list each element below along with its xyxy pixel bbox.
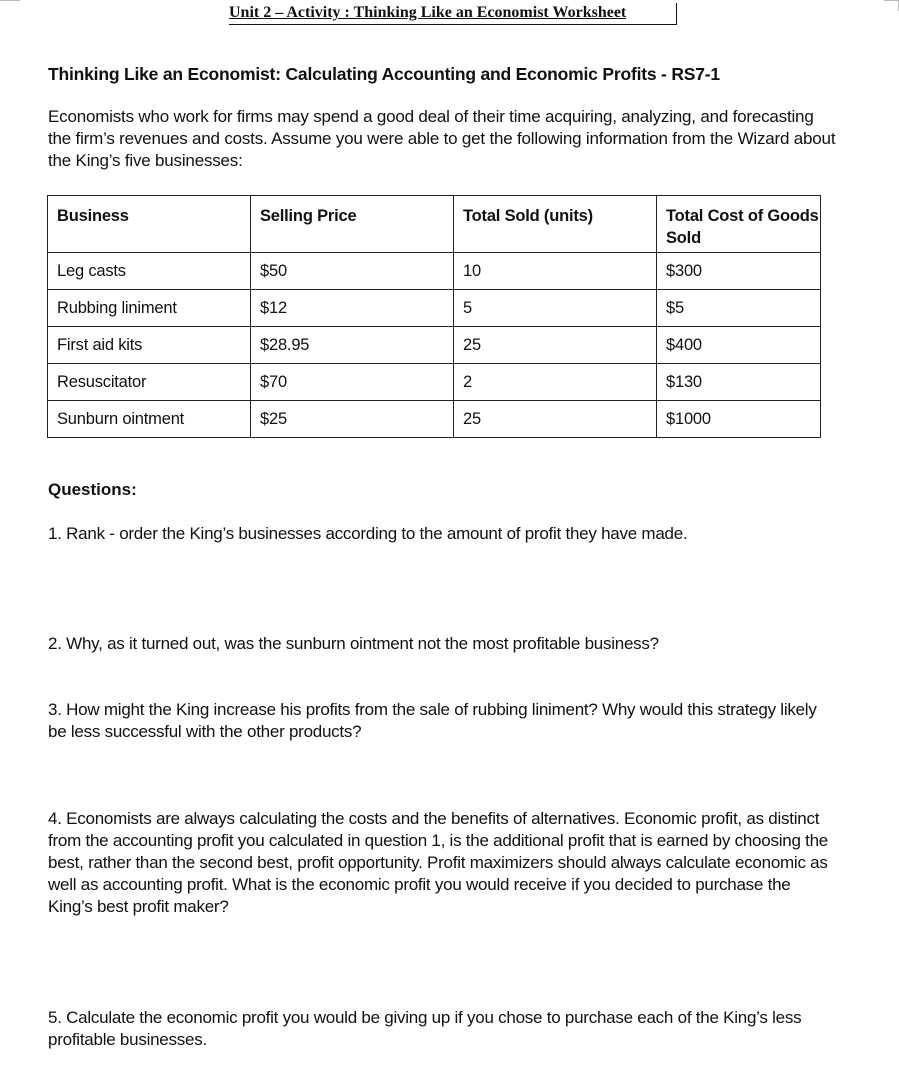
question-4: 4. Economists are always calculating the costs and the benefits of alternatives. Economic profit, as distinct from the accounting profit you calculated in question 1, is the additional profit that is earned by choosing the best, rather than the second best, profit opportunity. Profit maximizers should always calculate economic as well as accounting profit. What is the economic profit you would receive if you decided to purchase the King’s best profit maker?: [48, 809, 828, 916]
document-title: Thinking Like an Economist: Calculating Accounting and Economic Profits - RS7-1: [48, 64, 720, 84]
column-header-selling-price: Selling Price: [251, 196, 454, 253]
cell-total-sold: 25: [454, 327, 657, 364]
cell-selling-price: $12: [251, 290, 454, 327]
table-row: [48, 364, 821, 401]
column-header-total-cost: Total Cost of Goods Sold: [657, 196, 821, 253]
cell-total-cost: $1000: [657, 401, 821, 438]
cell-selling-price: $25: [251, 401, 454, 438]
question-5: 5. Calculate the economic profit you would be giving up if you chose to purchase each of the King’s less profitable businesses.: [48, 1008, 802, 1049]
cell-selling-price: $50: [251, 253, 454, 290]
cell-business: Rubbing liniment: [48, 290, 251, 327]
cell-selling-price: $28.95: [251, 327, 454, 364]
cell-total-cost: $400: [657, 327, 821, 364]
cell-total-cost: $5: [657, 290, 821, 327]
table-header-row: [48, 196, 821, 253]
page-corner-mark: [884, 0, 899, 11]
table-row: [48, 253, 821, 290]
intro-paragraph: Economists who work for firms may spend a good deal of their time acquiring, analyzing, and forecasting the firm’s revenues and costs. Assume you were able to get the following information from the Wizard about the King’s five businesses:: [48, 107, 836, 170]
cell-selling-price: $70: [251, 364, 454, 401]
cell-business: Resuscitator: [48, 364, 251, 401]
cell-total-sold: 10: [454, 253, 657, 290]
cell-total-sold: 25: [454, 401, 657, 438]
question-1: 1. Rank - order the King’s businesses according to the amount of profit they have made.: [48, 524, 688, 543]
cell-total-sold: 5: [454, 290, 657, 327]
question-2: 2. Why, as it turned out, was the sunburn ointment not the most profitable business?: [48, 634, 659, 653]
table-row: [48, 327, 821, 364]
cell-total-cost: $300: [657, 253, 821, 290]
question-3: 3. How might the King increase his profits from the sale of rubbing liniment? Why would this strategy likely be less successful with the other products?: [48, 700, 817, 741]
table-row: [48, 401, 821, 438]
cell-total-sold: 2: [454, 364, 657, 401]
table-row: [48, 290, 821, 327]
cell-total-cost: $130: [657, 364, 821, 401]
cell-business: Leg casts: [48, 253, 251, 290]
cell-business: Sunburn ointment: [48, 401, 251, 438]
questions-heading: Questions:: [48, 480, 137, 499]
business-data-table: [47, 195, 821, 438]
column-header-total-sold: Total Sold (units): [454, 196, 657, 253]
worksheet-header-title: Unit 2 – Activity : Thinking Like an Economist Worksheet: [229, 3, 677, 25]
page-corner-mark: [0, 0, 20, 7]
cell-business: First aid kits: [48, 327, 251, 364]
column-header-business: Business: [48, 196, 251, 253]
